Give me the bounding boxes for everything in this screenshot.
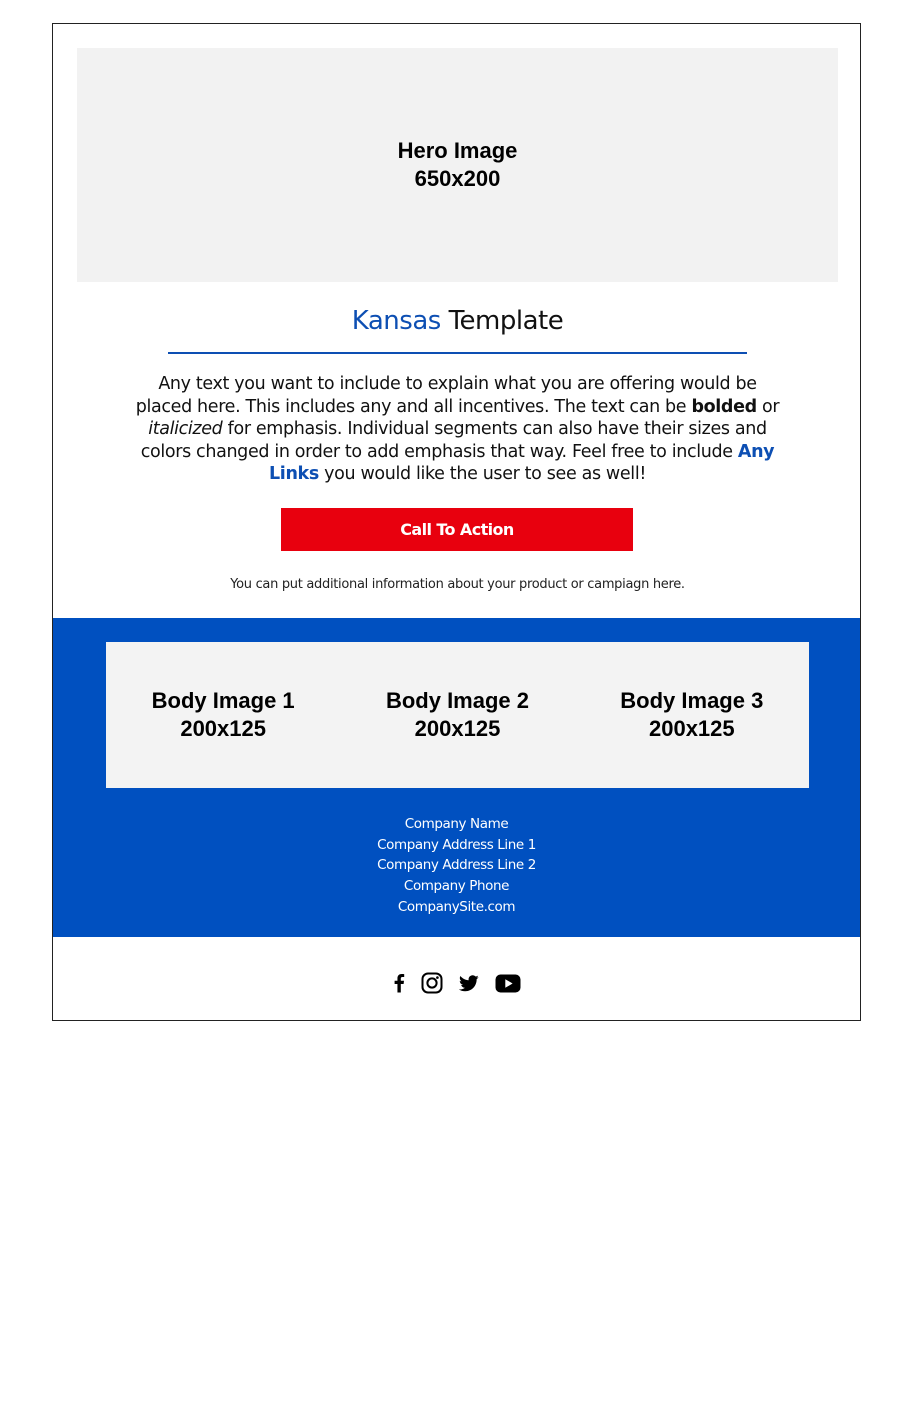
company-phone: Company Phone: [403, 878, 510, 895]
body-image-label: Body Image 1: [151, 688, 295, 713]
body-image-3: [582, 687, 802, 743]
hero-image-placeholder: [77, 48, 838, 282]
body-image-1: [113, 687, 333, 743]
body-image-size: 200x125: [414, 716, 501, 741]
title-accent: Kansas: [351, 306, 441, 336]
hero-image-size: 650x200: [414, 166, 501, 191]
youtube-icon[interactable]: [495, 974, 521, 993]
body-image-label: Body Image 2: [385, 688, 529, 713]
call-to-action-button[interactable]: Call To Action: [281, 508, 633, 551]
company-address-1: Company Address Line 1: [377, 836, 536, 853]
body-paragraph: [133, 373, 782, 486]
company-address-2: Company Address Line 2: [377, 857, 536, 874]
template-title: [53, 306, 862, 336]
title-divider: [168, 352, 747, 354]
company-name: Company Name: [404, 816, 509, 832]
body-images-row: [106, 642, 809, 788]
body-text-segment: for emphasis. Individual segments can also have their sizes and colors changed in order to add emphasis that way. Feel free to include: [140, 419, 767, 462]
body-image-2: [347, 687, 567, 743]
body-text-segment: you would like the user to see as well!: [318, 464, 646, 484]
body-image-size: 200x125: [648, 716, 735, 741]
instagram-icon[interactable]: [421, 972, 443, 994]
company-site-link[interactable]: CompanySite.com: [397, 898, 516, 915]
additional-info-text: You can put additional information about your product or campiagn here.: [230, 577, 685, 592]
facebook-icon[interactable]: [393, 973, 405, 993]
body-text-bold: bolded: [691, 396, 757, 417]
company-info: [53, 814, 860, 918]
body-link[interactable]: Any Links: [269, 441, 775, 484]
twitter-icon[interactable]: [459, 975, 479, 992]
body-image-label: Body Image 3: [620, 688, 764, 713]
body-text-segment: or: [756, 396, 780, 417]
body-text-italic: italicized: [148, 419, 223, 439]
footer-band: [53, 618, 860, 937]
body-text-segment: Any text you want to include to explain what you are offering would be placed here. This includes any and all incentives. The text can be: [135, 374, 757, 417]
hero-image-label: Hero Image: [397, 138, 518, 163]
body-image-size: 200x125: [180, 716, 266, 741]
title-rest: Template: [440, 306, 564, 336]
social-links: [53, 972, 860, 994]
email-template: [52, 23, 861, 1021]
